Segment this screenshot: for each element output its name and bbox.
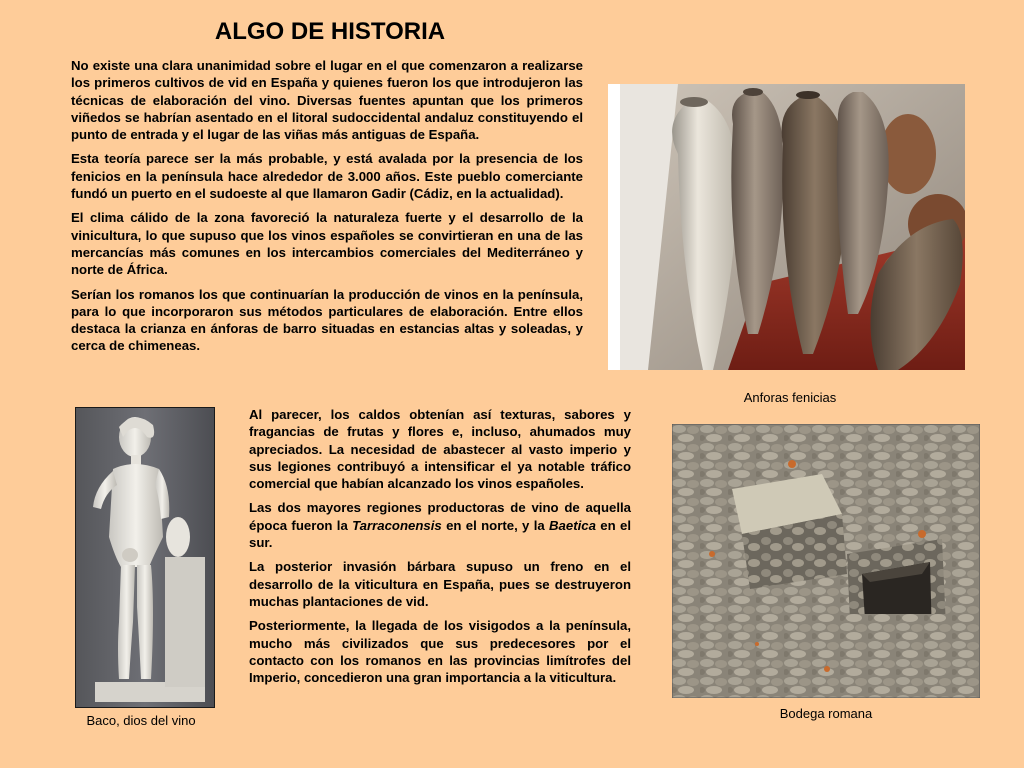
paragraph: La posterior invasión bárbara supuso un freno en el desarrollo de la viticultura en España, pues se destruyeron muchas plantaciones de vid. (249, 559, 631, 609)
paragraph: Esta teoría parece ser la más probable, y está avalada por la presencia de los fenicios en la península hace alrededor de 3.000 años. Este pueblo comerciante fundó un puerto en el sudoeste al que llamaron Gadir (Cádiz, en la actualidad). (71, 151, 583, 202)
roman-cellar-photo (672, 424, 980, 698)
regions-text: en el sur. (249, 517, 631, 551)
regions-text: en el norte, y la (441, 517, 550, 533)
page-title: ALGO DE HISTORIA (214, 18, 446, 45)
amphorae-caption: Anforas fenicias (743, 390, 837, 405)
roman-text (249, 406, 631, 686)
intro-text (71, 57, 583, 355)
regions-paragraph (249, 499, 631, 551)
paragraph: No existe una clara unanimidad sobre el lugar en el que comenzaron a realizarse los primeros cultivos de vid en España y quienes fueron los que introdujeron las técnicas de elaboración del vino. Diversas fuentes apuntan que los primeros viñedos se habrían asentado en el litoral sudoccidental andaluz constituyendo el punto de entrada y el lugar de las viñas más antiguas de España. (71, 58, 583, 143)
region-tarraconensis: Tarraconensis (352, 517, 442, 533)
bacchus-caption: Baco, dios del vino (86, 713, 196, 728)
regions-text: Las dos mayores regiones productoras de vino de aquella época fueron la (249, 500, 631, 533)
paragraph: Posteriormente, la llegada de los visigodos a la península, mucho más civilizados que sus predecesores por el contacto con los romanos en las provincias limítrofes del Imperio, concedieron una gran importancia a la viticultura. (249, 618, 631, 686)
region-baetica: Baetica (549, 517, 596, 533)
cellar-caption: Bodega romana (779, 706, 873, 721)
amphorae-photo (608, 84, 965, 370)
paragraph: Serían los romanos los que continuarían la producción de vinos en la península, para lo que incorporaron sus métodos particulares de elaboración. Entre ellos destaca la crianza en ánforas de barro situadas en estancias altas y soleadas, y cerca de chimeneas. (71, 286, 583, 354)
bacchus-statue-photo (75, 407, 215, 708)
paragraph: Al parecer, los caldos obtenían así texturas, sabores y fragancias de frutas y flores e, incluso, ahumados muy apreciados. La necesidad de abastecer al vasto imperio y sus legiones contribuyó a intensificar el ya notable tráfico comercial que habían alcanzado los vinos españoles. (249, 407, 631, 492)
paragraph: El clima cálido de la zona favoreció la naturaleza fuerte y el desarrollo de la vinicultura, lo que supuso que los vinos españoles se convirtieran en una de las mercancías más comunes en los intercambios comerciales del Mediterráneo y norte de África. (71, 210, 583, 278)
